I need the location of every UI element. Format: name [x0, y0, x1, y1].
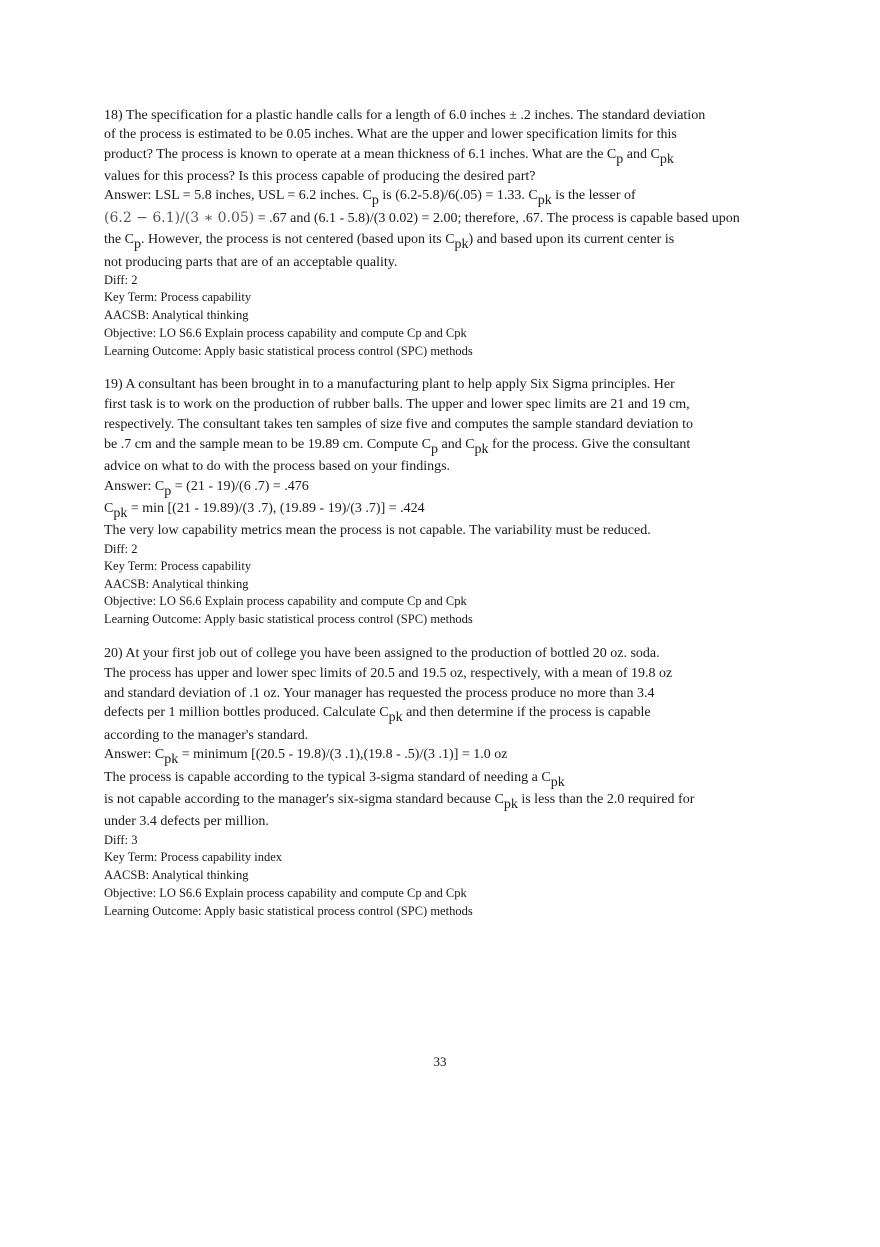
q20-learning-outcome: Learning Outcome: Apply basic statistical process control (SPC) methods — [104, 904, 473, 918]
q18-key-term: Key Term: Process capability — [104, 290, 252, 304]
q18-answer-line-2: (6.2 − 6.1)/(3 ∗ 0.05) = .67 and (6.1 - 5.8)/(3 0.02) = 2.00; therefore, .67. The process is capable based upon — [104, 210, 740, 226]
q18-text-line-1: 18) The specification for a plastic handle calls for a length of 6.0 inches ± .2 inches. The standard deviation — [104, 108, 706, 123]
q19-objective: Objective: LO S6.6 Explain process capability and compute Cp and Cpk — [104, 594, 467, 608]
q19-learning-outcome: Learning Outcome: Apply basic statistical process control (SPC) methods — [104, 612, 473, 626]
q20-key-term: Key Term: Process capability index — [104, 850, 283, 864]
q19-key-term: Key Term: Process capability — [104, 559, 252, 573]
q20-objective: Objective: LO S6.6 Explain process capability and compute Cp and Cpk — [104, 886, 467, 900]
q19-text-line-5: advice on what to do with the process based on your findings. — [104, 459, 451, 474]
q20-text-line-4: defects per 1 million bottles produced. Calculate Cpk and then determine if the process is capable — [104, 705, 651, 725]
q18-answer-line-1: Answer: LSL = 5.8 inches, USL = 6.2 inches. Cp is (6.2-5.8)/6(.05) = 1.33. Cpk is the lesser of — [104, 188, 636, 208]
q18-aacsb: AACSB: Analytical thinking — [104, 308, 249, 322]
q19-text-line-2: first task is to work on the production of rubber balls. The upper and lower spec limits are 21 and 19 cm, — [104, 397, 690, 412]
q20-text-line-3: and standard deviation of .1 oz. Your manager has requested the process produce no more than 3.4 — [104, 686, 655, 701]
q19-text-line-3: respectively. The consultant takes ten samples of size five and computes the sample standard deviation to — [104, 417, 693, 432]
q19-diff: Diff: 2 — [104, 542, 138, 556]
q20-diff: Diff: 3 — [104, 833, 138, 847]
q19-text-line-4: be .7 cm and the sample mean to be 19.89 cm. Compute Cp and Cpk for the process. Give the consultant — [104, 437, 691, 457]
q19-answer-line-2: Cpk = min [(21 - 19.89)/(3 .7), (19.89 - 19)/(3 .7)] = .424 — [104, 501, 425, 521]
q20-answer-line-2: The process is capable according to the typical 3-sigma standard of needing a Cpk — [104, 770, 565, 790]
q18-text-line-3: product? The process is known to operate at a mean thickness of 6.1 inches. What are the Cp and Cpk — [104, 147, 674, 167]
page-number: 33 — [433, 1054, 447, 1069]
q20-answer-line-1: Answer: Cpk = minimum [(20.5 - 19.8)/(3 .1),(19.8 - .5)/(3 .1)] = 1.0 oz — [104, 747, 508, 767]
q20-answer-line-4: under 3.4 defects per million. — [104, 814, 269, 829]
q18-text-line-4: values for this process? Is this process capable of producing the desired part? — [104, 169, 536, 184]
q18-answer-line-4: not producing parts that are of an acceptable quality. — [104, 255, 398, 270]
q19-answer-line-1: Answer: Cp = (21 - 19)/(6 .7) = .476 — [104, 479, 309, 499]
q20-text-line-1: 20) At your first job out of college you have been assigned to the production of bottled 20 oz. soda. — [104, 646, 660, 661]
q18-answer-line-3: the Cp. However, the process is not centered (based upon its Cpk) and based upon its current center is — [104, 232, 675, 252]
q19-aacsb: AACSB: Analytical thinking — [104, 577, 249, 591]
q20-text-line-5: according to the manager's standard. — [104, 728, 309, 743]
q19-answer-line-3: The very low capability metrics mean the process is not capable. The variability must be reduced. — [104, 523, 651, 538]
q18-formula: (6.2 − 6.1)/(3 ∗ 0.05) — [104, 210, 255, 226]
q20-answer-line-3: is not capable according to the manager's six-sigma standard because Cpk is less than the 2.0 required for — [104, 792, 695, 812]
q18-text-line-2: of the process is estimated to be 0.05 inches. What are the upper and lower specification limits for this — [104, 127, 677, 142]
q18-diff: Diff: 2 — [104, 273, 138, 287]
q20-text-line-2: The process has upper and lower spec limits of 20.5 and 19.5 oz, respectively, with a mean of 19.8 oz — [104, 666, 673, 681]
q19-text-line-1: 19) A consultant has been brought in to a manufacturing plant to help apply Six Sigma principles. Her — [104, 377, 675, 392]
q18-objective: Objective: LO S6.6 Explain process capability and compute Cp and Cpk — [104, 326, 467, 340]
q20-aacsb: AACSB: Analytical thinking — [104, 868, 249, 882]
q18-learning-outcome: Learning Outcome: Apply basic statistical process control (SPC) methods — [104, 344, 473, 358]
